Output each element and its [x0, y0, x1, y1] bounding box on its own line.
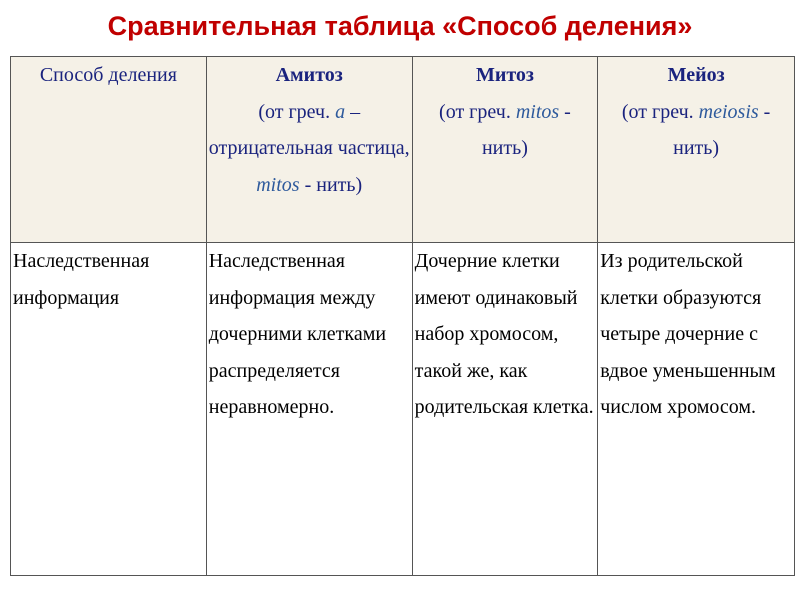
header-amitosis-name: Амитоз [275, 64, 343, 86]
header-amitosis-term-mitos: mitos [256, 173, 300, 196]
page-title: Сравнительная таблица «Способ деления» [107, 11, 693, 41]
header-division-method [11, 57, 207, 243]
row-label-hereditary-info: Наследственная информация [11, 243, 207, 576]
header-amitosis-mid: – отрицательная частица, [208, 100, 410, 159]
header-meiosis-name: Мейоз [667, 64, 725, 86]
cell-amitosis: Наследственная информация между дочерними клетками распределяется неравномерно. [206, 243, 412, 576]
header-mitosis-term: mitos [515, 100, 560, 123]
table-row [11, 243, 795, 576]
header-mitosis-suffix: - нить) [481, 100, 571, 159]
header-meiosis-term: meiosis [698, 100, 759, 123]
cell-meiosis: Из родительской клетки образуются четыре дочерние с вдвое уменьшенным числом хромосом. [598, 243, 795, 576]
header-division-method-label: Способ деления [39, 64, 177, 86]
header-meiosis [598, 57, 795, 243]
table-header-row [11, 57, 795, 243]
cell-mitosis: Дочерние клетки имеют одинаковый набор хромосом, такой же, как родительская клетка. [412, 243, 598, 576]
header-mitosis-name: Митоз [475, 64, 534, 86]
header-meiosis-suffix: - нить) [673, 100, 771, 159]
header-mitosis-prefix: (от греч. [439, 100, 516, 123]
comparison-table [10, 56, 795, 576]
header-mitosis [412, 57, 598, 243]
header-amitosis-term-a: a [335, 100, 346, 123]
header-amitosis-suffix: - нить) [299, 173, 363, 196]
header-meiosis-prefix: (от греч. [621, 100, 699, 123]
header-amitosis [206, 57, 412, 243]
header-amitosis-prefix: (от греч. [258, 100, 336, 123]
